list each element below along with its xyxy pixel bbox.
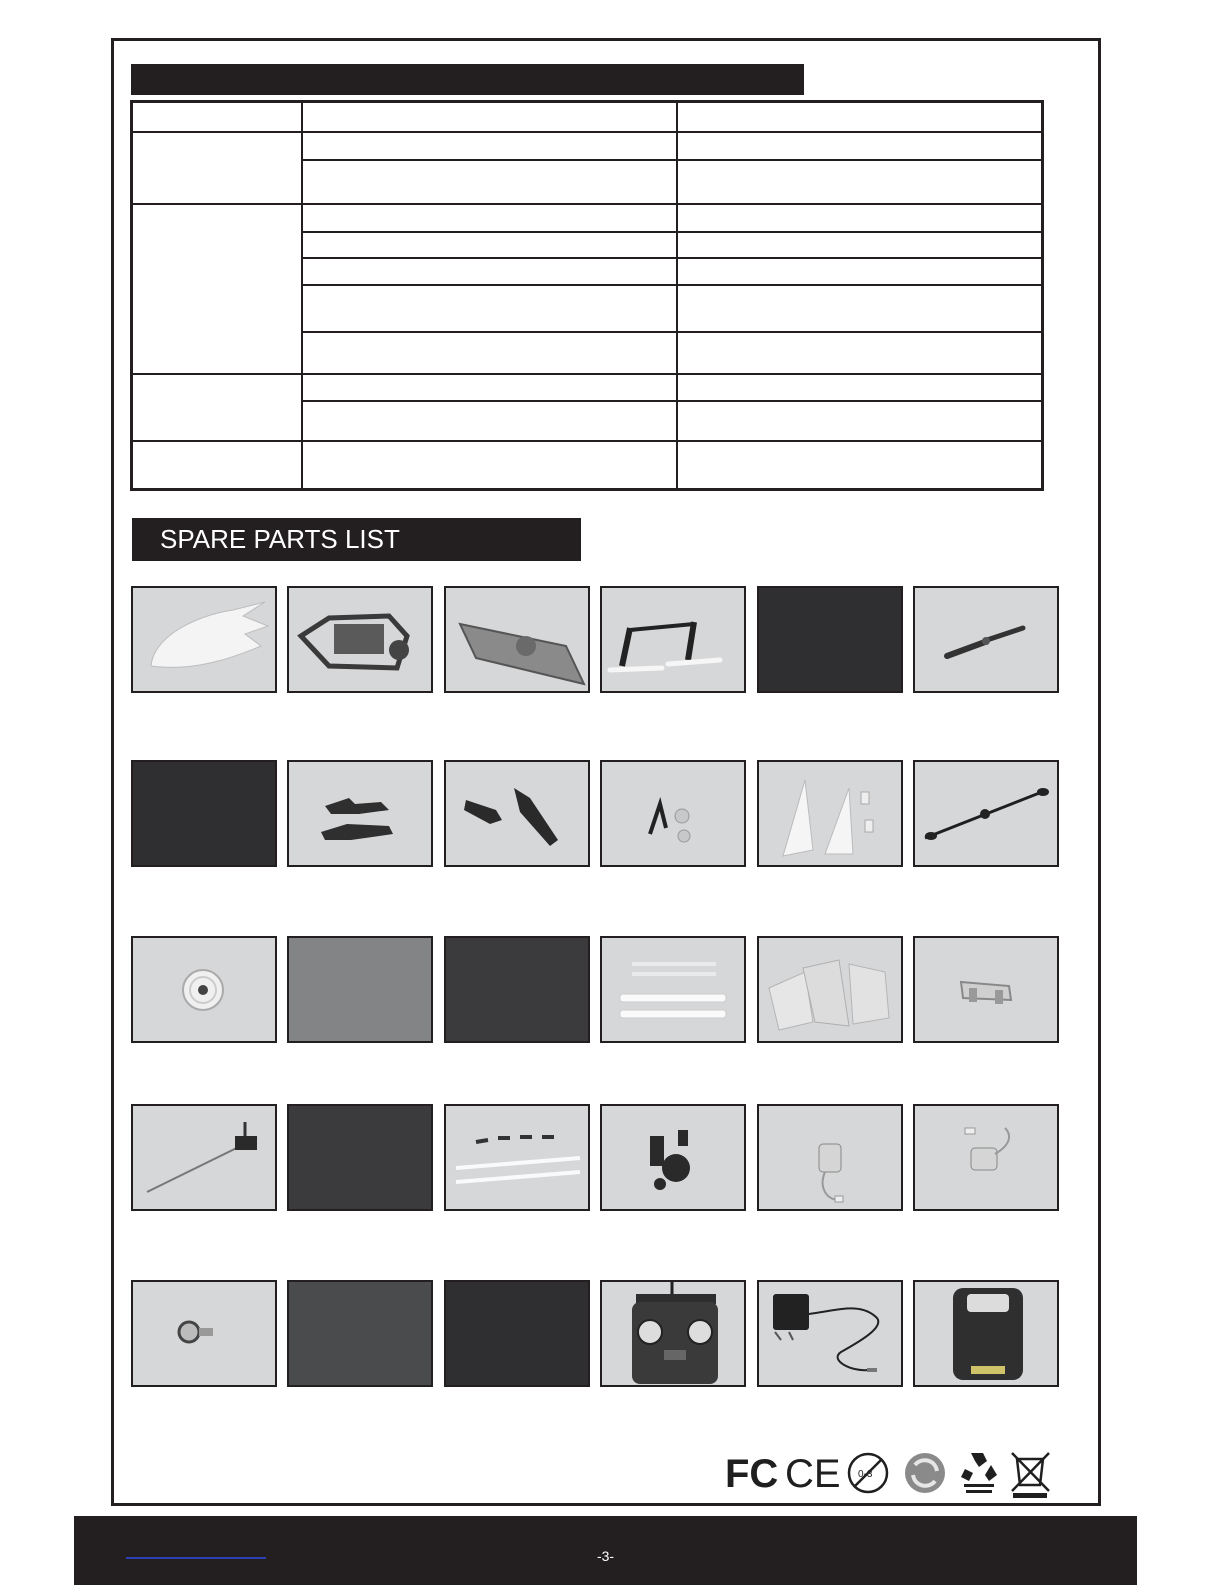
table-cell: [302, 160, 677, 204]
part-tile: [287, 760, 433, 867]
part-tile: [131, 586, 277, 693]
part-tile: [131, 1280, 277, 1387]
part-tile: [287, 1280, 433, 1387]
swashplate-parts-icon: [602, 1106, 744, 1209]
main-gear-icon: [133, 938, 275, 1041]
certification-marks: [723, 1447, 1053, 1499]
part-tile: [600, 760, 746, 867]
table-cell: [132, 441, 302, 490]
fcc-logo-icon: [725, 1452, 778, 1496]
svg-text:FC: FC: [725, 1452, 779, 1496]
age-warning-icon: [849, 1454, 887, 1492]
part-tile: [600, 936, 746, 1043]
table-cell: [132, 204, 302, 374]
part-tile: [600, 1280, 746, 1387]
main-frame-icon: [289, 588, 431, 691]
flybar-icon: [915, 762, 1057, 865]
part-tile: [757, 1280, 903, 1387]
transmitter-icon: [602, 1282, 744, 1385]
table-cell: [677, 401, 1043, 441]
table-cell: [302, 132, 677, 160]
table-cell: [302, 332, 677, 374]
linkage-icon: [602, 762, 744, 865]
motor-icon: [915, 1106, 1057, 1209]
part-tile: [913, 586, 1059, 693]
table-cell: [677, 204, 1043, 232]
part-tile: [444, 1104, 590, 1211]
part-tile: [600, 1104, 746, 1211]
weee-bin-icon: [1012, 1453, 1049, 1498]
table-cell: [302, 374, 677, 401]
green-dot-icon: [905, 1453, 945, 1493]
main-blades-icon: [602, 938, 744, 1041]
transparent-parts-icon: [759, 938, 901, 1041]
table-cell: [677, 258, 1043, 285]
part-tile: [913, 1104, 1059, 1211]
part-tile: [913, 1280, 1059, 1387]
ac-adapter-icon: [759, 1282, 901, 1385]
table-cell: [132, 132, 302, 204]
section-header-bar: [131, 64, 804, 95]
part-tile: [131, 1104, 277, 1211]
table-cell: [677, 160, 1043, 204]
svg-text:0-3: 0-3: [858, 1469, 873, 1480]
table-cell: [302, 401, 677, 441]
table-cell: [677, 374, 1043, 401]
spare-parts-title: SPARE PARTS LIST: [132, 518, 581, 561]
small-bracket-icon: [915, 938, 1057, 1041]
part-tile: [757, 936, 903, 1043]
part-tile: [757, 586, 903, 693]
part-tile: [131, 760, 277, 867]
part-tile: [913, 760, 1059, 867]
part-tile: [287, 1104, 433, 1211]
tail-rotor-icon: [915, 588, 1057, 691]
tail-tubes-icon: [446, 1106, 588, 1209]
table-cell: [677, 441, 1043, 490]
table-cell: [132, 102, 302, 132]
ce-mark-icon: [785, 1452, 841, 1496]
table-cell: [677, 232, 1043, 258]
table-cell: [302, 232, 677, 258]
part-tile: [287, 936, 433, 1043]
table-cell: [677, 102, 1043, 132]
table-cell: [677, 285, 1043, 332]
main-shaft-icon: [133, 1106, 275, 1209]
table-cell: [677, 132, 1043, 160]
table-cell: [302, 441, 677, 490]
table-cell: [302, 285, 677, 332]
table-cell: [302, 204, 677, 232]
recycle-icon: [961, 1453, 997, 1493]
tail-fins-icon: [759, 762, 901, 865]
part-tile: [444, 1280, 590, 1387]
charger-box-icon: [915, 1282, 1057, 1385]
page-footer: [74, 1516, 1137, 1585]
part-tile: [287, 586, 433, 693]
part-tile: [444, 586, 590, 693]
part-tile: [757, 1104, 903, 1211]
part-tile: [600, 586, 746, 693]
canopy-icon: [133, 588, 275, 691]
svg-text:CE: CE: [785, 1452, 841, 1496]
table-cell: [677, 332, 1043, 374]
motor-icon: [759, 1106, 901, 1209]
page-number: -3-: [596, 1548, 615, 1564]
part-tile: [444, 936, 590, 1043]
rotor-head-icon: [446, 762, 588, 865]
chassis-icon: [446, 588, 588, 691]
part-tile: [757, 760, 903, 867]
landing-skid-icon: [602, 588, 744, 691]
part-tile: [444, 760, 590, 867]
part-tile: [131, 936, 277, 1043]
table-cell: [302, 258, 677, 285]
spec-table: [130, 100, 1044, 491]
bearing-icon: [133, 1282, 275, 1385]
blade-grips-icon: [289, 762, 431, 865]
table-cell: [132, 374, 302, 441]
table-cell: [302, 102, 677, 132]
part-tile: [913, 936, 1059, 1043]
